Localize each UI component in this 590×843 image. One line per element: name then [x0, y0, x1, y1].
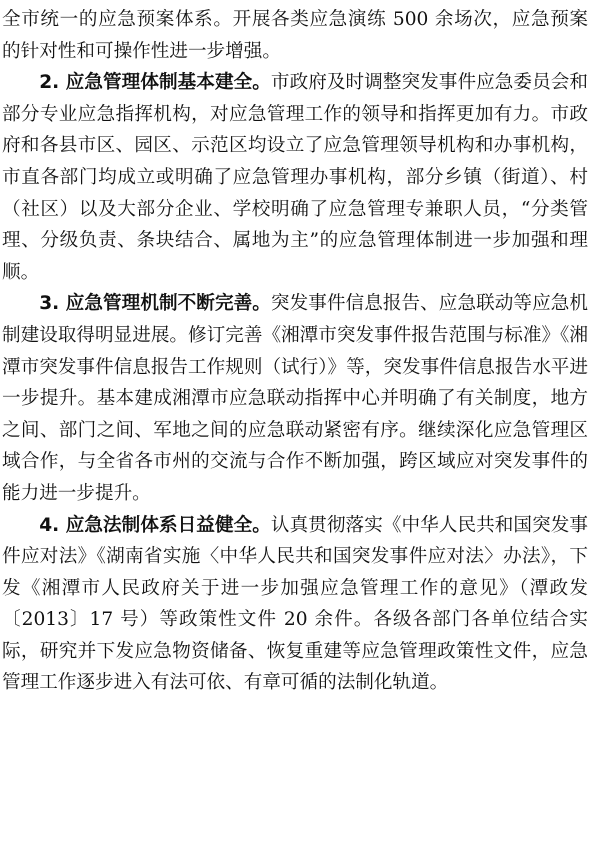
section-heading: 3. 应急管理机制不断完善。 [39, 293, 271, 315]
paragraph-legal-system [2, 510, 588, 700]
paragraph-text: 全市统一的应急预案体系。开展各类应急演练 500 余场次，应急预案的针对性和可操作性进一步增强。 [2, 9, 588, 62]
paragraph-continuation [2, 4, 588, 67]
section-heading: 4. 应急法制体系日益健全。 [39, 514, 271, 536]
paragraph-text: 认真贯彻落实《中华人民共和国突发事件应对法》《湖南省实施〈中华人民共和国突发事件应对法〉办法》，下发《湘潭市人民政府关于进一步加强应急管理工作的意见》（潭政发〔2013〕17 号）等政策性文件 20 余件。各级各部门各单位结合实际，研究并下发应急物资储备、恢复重建等应急管理政策性文件，应急管理工作逐步进入有法可依、有章可循的法制化轨道。 [2, 514, 588, 694]
paragraph-management-system [2, 67, 588, 288]
paragraph-management-mechanism [2, 288, 588, 509]
section-heading: 2. 应急管理体制基本建全。 [39, 72, 271, 94]
paragraph-text: 突发事件信息报告、应急联动等应急机制建设取得明显进展。修订完善《湘潭市突发事件报告范围与标准》《湘潭市突发事件信息报告工作规则（试行）》等，突发事件信息报告水平进一步提升。基本建成湘潭市应急联动指挥中心并明确了有关制度，地方之间、部门之间、军地之间的应急联动紧密有序。继续深化应急管理区域合作，与全省各市州的交流与合作不断加强，跨区域应对突发事件的能力进一步提升。 [2, 293, 588, 504]
paragraph-text: 市政府及时调整突发事件应急委员会和部分专业应急指挥机构，对应急管理工作的领导和指挥更加有力。市政府和各县市区、园区、示范区均设立了应急管理领导机构和办事机构，市直各部门均成立或明确了应急管理办事机构，部分乡镇（街道）、村（社区）以及大部分企业、学校明确了应急管理专兼职人员，“分类管理、分级负责、条块结合、属地为主”的应急管理体制进一步加强和理顺。 [2, 72, 588, 283]
